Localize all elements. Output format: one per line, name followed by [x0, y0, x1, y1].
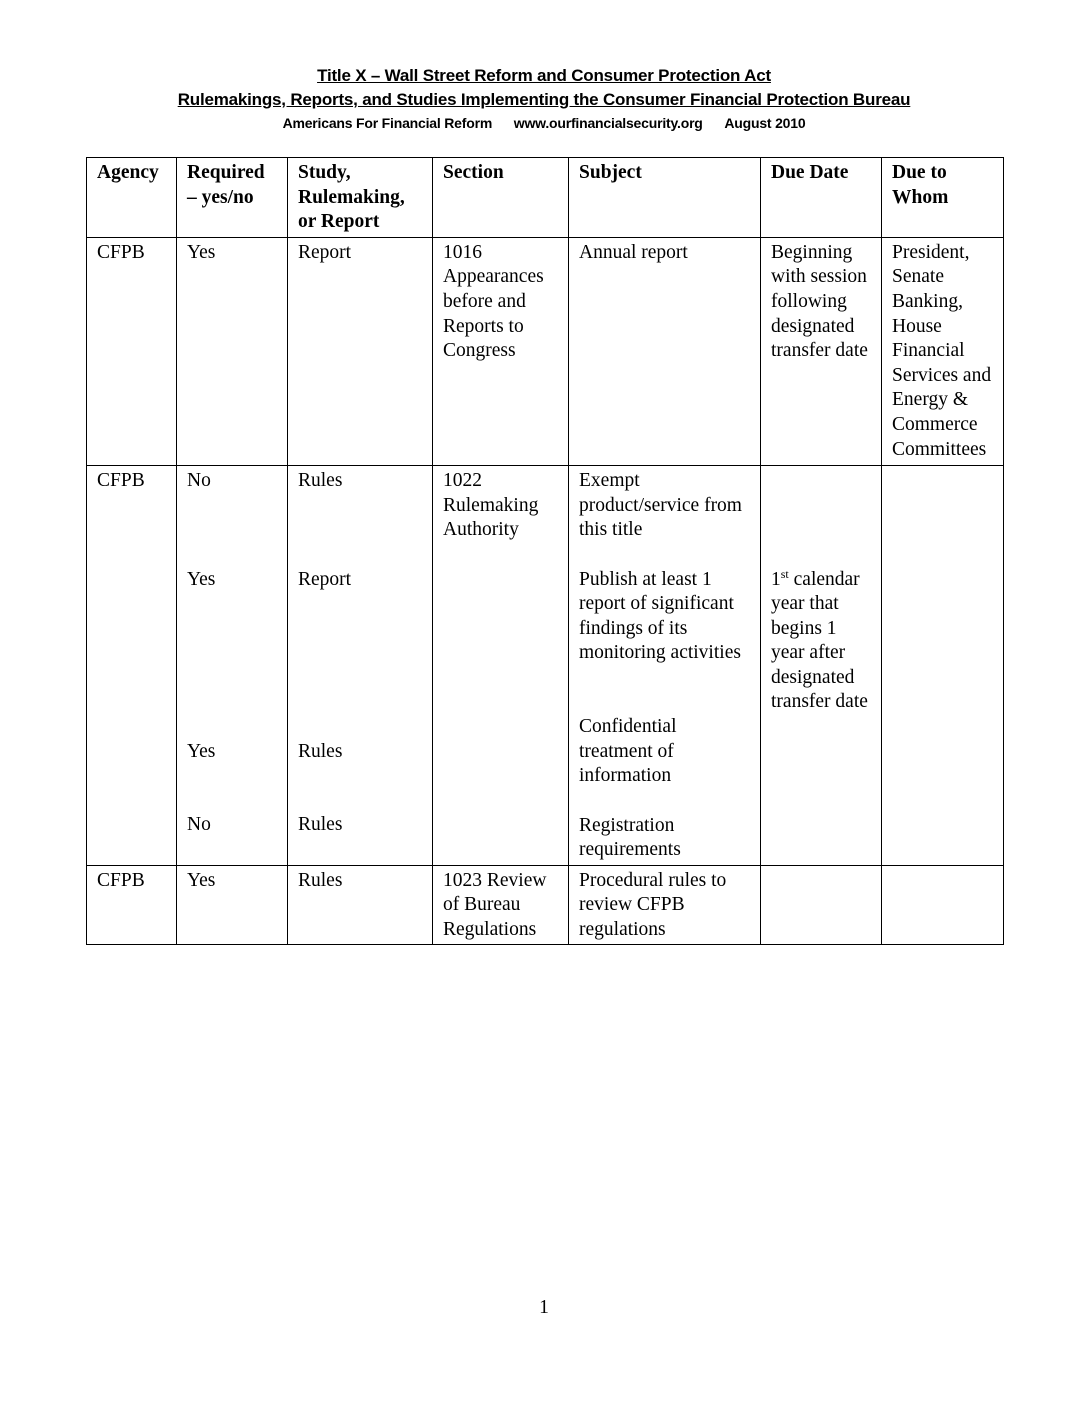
org-url: www.ourfinancialsecurity.org	[513, 115, 703, 131]
cell-type: Rules	[288, 865, 433, 945]
type-item: Rules	[298, 740, 343, 762]
cell-required	[177, 466, 288, 866]
cell-section: 1023 Review of Bureau Regulations	[433, 865, 569, 945]
col-header-required: Required – yes/no	[177, 158, 288, 238]
subject-item: Registration requirements	[579, 814, 681, 861]
type-item: Rules	[298, 814, 343, 836]
cell-due-date	[761, 466, 882, 866]
type-item: Report	[298, 568, 352, 590]
cell-agency: CFPB	[87, 237, 177, 465]
required-item: Yes	[187, 740, 216, 762]
rulemakings-table	[86, 157, 1004, 945]
cell-agency: CFPB	[87, 466, 177, 866]
col-header-section: Section	[433, 158, 569, 238]
col-header-agency: Agency	[87, 158, 177, 238]
cell-due-to	[882, 466, 1004, 866]
cell-agency: CFPB	[87, 865, 177, 945]
cell-type: Report	[288, 237, 433, 465]
cell-subject: Procedural rules to review CFPB regulations	[569, 865, 761, 945]
cell-required: Yes	[177, 865, 288, 945]
cell-subject	[569, 466, 761, 866]
table-header-row	[87, 158, 1004, 238]
col-header-due-to: Due to Whom	[882, 158, 1004, 238]
cell-section: 1022 Rulemaking Authority	[433, 466, 569, 866]
publication-date: August 2010	[724, 115, 806, 131]
cell-due-date	[761, 865, 882, 945]
document-subtitle: Rulemakings, Reports, and Studies Implementing the Consumer Financial Protection Bureau	[177, 90, 911, 109]
col-header-type: Study, Rulemaking, or Report	[288, 158, 433, 238]
cell-section: 1016 Appearances before and Reports to Congress	[433, 237, 569, 465]
required-item: No	[187, 814, 211, 836]
required-item: No	[187, 470, 211, 492]
col-header-subject: Subject	[569, 158, 761, 238]
page-number: 1	[539, 1297, 549, 1318]
cell-due-to	[882, 865, 1004, 945]
org-name: Americans For Financial Reform	[282, 115, 493, 131]
col-header-due-date: Due Date	[761, 158, 882, 238]
subject-item: Exempt product/service from this title	[579, 470, 742, 541]
due-date-text: 1st calendar year that begins 1 year after designated transfer date	[771, 566, 868, 713]
cell-type	[288, 466, 433, 866]
subject-item: Confidential treatment of information	[579, 716, 677, 787]
table-row	[87, 865, 1004, 945]
required-item: Yes	[187, 568, 216, 590]
cell-due-date: Beginning with session following designated transfer date	[761, 237, 882, 465]
document-byline	[0, 115, 1088, 131]
table-row	[87, 466, 1004, 866]
table-row	[87, 237, 1004, 465]
cell-subject: Annual report	[569, 237, 761, 465]
type-item: Rules	[298, 470, 343, 492]
cell-due-to: President, Senate Banking, House Financial Services and Energy & Commerce Committees	[882, 237, 1004, 465]
cell-required: Yes	[177, 237, 288, 465]
subject-item: Publish at least 1 report of significant findings of its monitoring activities	[579, 568, 741, 664]
document-title: Title X – Wall Street Reform and Consumer Protection Act	[317, 66, 771, 85]
